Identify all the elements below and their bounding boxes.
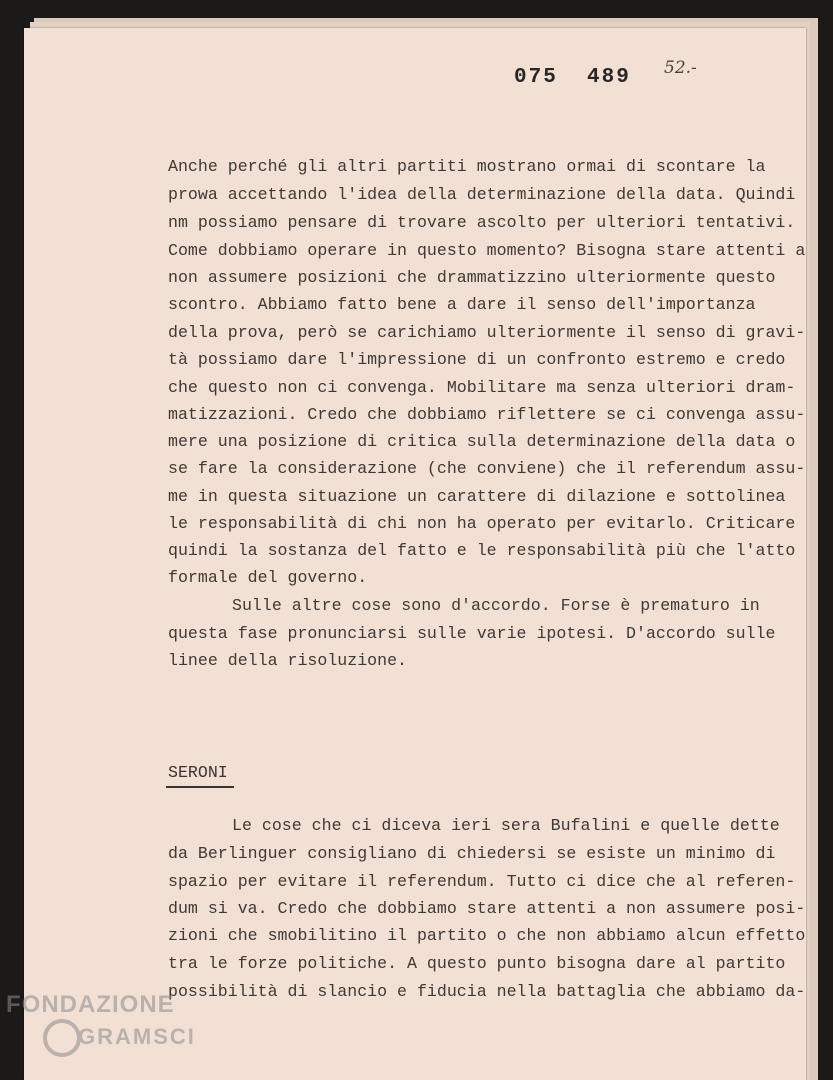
text-line: non assumere posizioni che drammatizzino ulteriormente questo [168, 268, 776, 287]
text-line: linee della risoluzione. [168, 651, 407, 670]
text-line: quindi la sostanza del fatto e le responsabilità più che l'atto [168, 541, 796, 560]
watermark-g-icon [45, 1021, 79, 1055]
text-line: scontro. Abbiamo fatto bene a dare il senso dell'importanza [168, 295, 756, 314]
text-line: matizzazioni. Credo che dobbiamo riflettere se ci convenga assu- [168, 405, 806, 424]
text-line: formale del governo. [168, 568, 368, 587]
text-line: me in questa situazione un carattere di dilazione e sottolinea [168, 487, 786, 506]
fondazione-gramsci-watermark [4, 990, 214, 1070]
text-line: Sulle altre cose sono d'accordo. Forse è prematuro in [232, 596, 760, 615]
watermark-line2: GRAMSCI [78, 1024, 196, 1049]
text-line: dum si va. Credo che dobbiamo stare attenti a non assumere posi- [168, 899, 806, 918]
text-line: nm possiamo pensare di trovare ascolto per ulteriori tentativi. [168, 213, 796, 232]
text-line: che questo non ci convenga. Mobilitare ma senza ulteriori dram- [168, 378, 796, 397]
text-line: della prova, però se carichiamo ulteriormente il senso di gravi- [168, 323, 806, 342]
text-line: possibilità di slancio e fiducia nella battaglia che abbiamo da- [168, 982, 806, 1001]
text-line: mere una posizione di critica sulla determinazione della data o [168, 432, 796, 451]
text-line: tra le forze politiche. A questo punto bisogna dare al partito [168, 954, 786, 973]
text-line: zioni che smobilitino il partito o che non abbiamo alcun effetto [168, 926, 806, 945]
text-line: da Berlinguer consigliano di chiedersi se esiste un minimo di [168, 844, 776, 863]
text-line: prowa accettando l'idea della determinazione della data. Quindi [168, 185, 796, 204]
text-line: Come dobbiamo operare in questo momento? Bisogna stare attenti a [168, 241, 806, 260]
speaker-heading: SERONI [168, 763, 228, 782]
handwritten-page-note: 52.- [664, 58, 697, 78]
text-line: questa fase pronunciarsi sulle varie ipotesi. D'accordo sulle [168, 624, 776, 643]
text-line: Anche perché gli altri partiti mostrano ormai di scontare la [168, 157, 766, 176]
document-number: 075 489 [514, 66, 631, 89]
text-line: Le cose che ci diceva ieri sera Bufalini e quelle dette [232, 816, 780, 835]
text-line: le responsabilità di chi non ha operato per evitarlo. Criticare [168, 514, 796, 533]
text-line: se fare la considerazione (che conviene) che il referendum assu- [168, 459, 806, 478]
speaker-underline [166, 786, 234, 788]
text-line: tà possiamo dare l'impressione di un confronto estremo e credo [168, 350, 786, 369]
watermark-line1: FONDAZIONE [6, 991, 175, 1018]
text-line: spazio per evitare il referendum. Tutto ci dice che al referen- [168, 872, 796, 891]
